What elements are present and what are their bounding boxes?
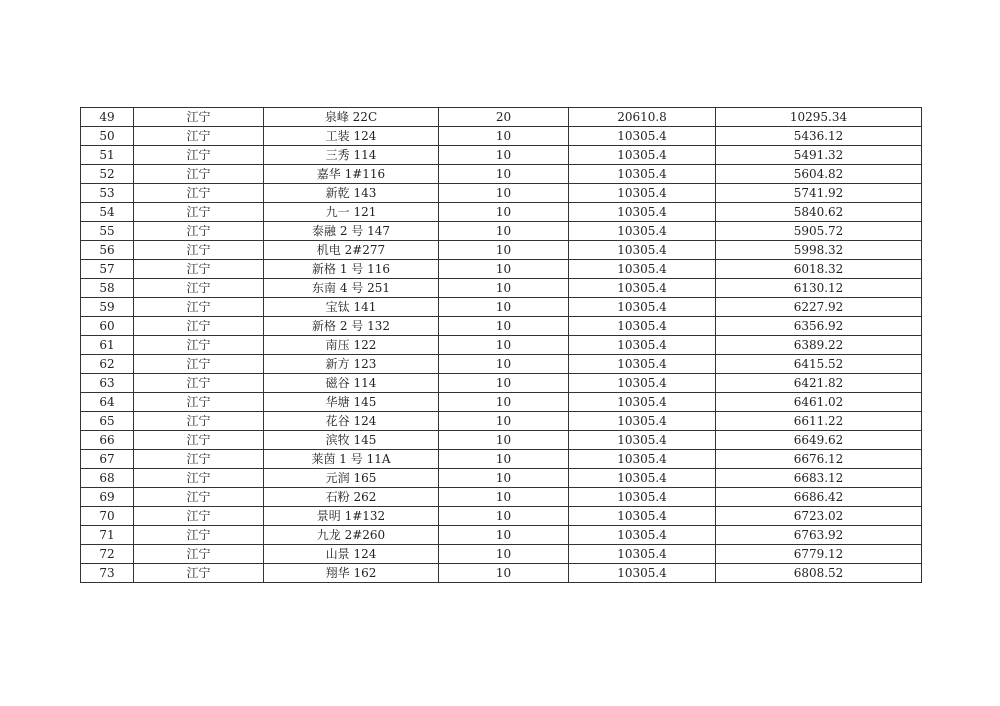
amount-cell: 10305.4 [569, 526, 716, 545]
count-cell: 10 [439, 469, 569, 488]
value-cell: 6130.12 [716, 279, 922, 298]
table-row [81, 127, 922, 146]
row-number-cell: 51 [81, 146, 134, 165]
count-cell: 10 [439, 298, 569, 317]
count-cell: 10 [439, 203, 569, 222]
table-row [81, 469, 922, 488]
row-number-cell: 70 [81, 507, 134, 526]
district-cell: 江宁 [134, 203, 264, 222]
amount-cell: 10305.4 [569, 564, 716, 583]
count-cell: 10 [439, 374, 569, 393]
table-row [81, 146, 922, 165]
station-name-cell: 磁谷 114 [264, 374, 439, 393]
district-cell: 江宁 [134, 317, 264, 336]
station-name-cell: 华塘 145 [264, 393, 439, 412]
value-cell: 10295.34 [716, 108, 922, 127]
count-cell: 10 [439, 336, 569, 355]
value-cell: 5998.32 [716, 241, 922, 260]
table-row [81, 488, 922, 507]
table-body [81, 108, 922, 583]
row-number-cell: 63 [81, 374, 134, 393]
amount-cell: 10305.4 [569, 260, 716, 279]
station-name-cell: 新乾 143 [264, 184, 439, 203]
value-cell: 6227.92 [716, 298, 922, 317]
table-row [81, 165, 922, 184]
amount-cell: 10305.4 [569, 279, 716, 298]
value-cell: 6686.42 [716, 488, 922, 507]
district-cell: 江宁 [134, 165, 264, 184]
row-number-cell: 56 [81, 241, 134, 260]
value-cell: 5905.72 [716, 222, 922, 241]
value-cell: 5741.92 [716, 184, 922, 203]
district-cell: 江宁 [134, 545, 264, 564]
station-name-cell: 九龙 2#260 [264, 526, 439, 545]
amount-cell: 10305.4 [569, 507, 716, 526]
value-cell: 6018.32 [716, 260, 922, 279]
count-cell: 20 [439, 108, 569, 127]
count-cell: 10 [439, 241, 569, 260]
row-number-cell: 62 [81, 355, 134, 374]
row-number-cell: 60 [81, 317, 134, 336]
value-cell: 5840.62 [716, 203, 922, 222]
amount-cell: 10305.4 [569, 165, 716, 184]
row-number-cell: 64 [81, 393, 134, 412]
count-cell: 10 [439, 260, 569, 279]
amount-cell: 10305.4 [569, 450, 716, 469]
count-cell: 10 [439, 488, 569, 507]
row-number-cell: 50 [81, 127, 134, 146]
count-cell: 10 [439, 393, 569, 412]
table-row [81, 222, 922, 241]
district-cell: 江宁 [134, 222, 264, 241]
count-cell: 10 [439, 545, 569, 564]
amount-cell: 10305.4 [569, 545, 716, 564]
station-name-cell: 泰融 2 号 147 [264, 222, 439, 241]
district-cell: 江宁 [134, 507, 264, 526]
count-cell: 10 [439, 222, 569, 241]
row-number-cell: 69 [81, 488, 134, 507]
table-row [81, 412, 922, 431]
district-cell: 江宁 [134, 564, 264, 583]
row-number-cell: 49 [81, 108, 134, 127]
table-row [81, 241, 922, 260]
district-cell: 江宁 [134, 184, 264, 203]
table-row [81, 393, 922, 412]
amount-cell: 10305.4 [569, 146, 716, 165]
amount-cell: 10305.4 [569, 184, 716, 203]
value-cell: 6415.52 [716, 355, 922, 374]
station-name-cell: 机电 2#277 [264, 241, 439, 260]
station-name-cell: 山景 124 [264, 545, 439, 564]
amount-cell: 10305.4 [569, 374, 716, 393]
district-cell: 江宁 [134, 355, 264, 374]
station-name-cell: 泉峰 22C [264, 108, 439, 127]
value-cell: 6421.82 [716, 374, 922, 393]
row-number-cell: 53 [81, 184, 134, 203]
value-cell: 6461.02 [716, 393, 922, 412]
row-number-cell: 68 [81, 469, 134, 488]
value-cell: 6676.12 [716, 450, 922, 469]
value-cell: 5604.82 [716, 165, 922, 184]
table-row [81, 298, 922, 317]
district-cell: 江宁 [134, 374, 264, 393]
row-number-cell: 66 [81, 431, 134, 450]
row-number-cell: 67 [81, 450, 134, 469]
amount-cell: 10305.4 [569, 469, 716, 488]
amount-cell: 10305.4 [569, 393, 716, 412]
district-cell: 江宁 [134, 146, 264, 165]
amount-cell: 10305.4 [569, 431, 716, 450]
amount-cell: 10305.4 [569, 298, 716, 317]
count-cell: 10 [439, 165, 569, 184]
district-cell: 江宁 [134, 127, 264, 146]
row-number-cell: 72 [81, 545, 134, 564]
count-cell: 10 [439, 431, 569, 450]
station-name-cell: 滨牧 145 [264, 431, 439, 450]
table-row [81, 355, 922, 374]
district-cell: 江宁 [134, 241, 264, 260]
amount-cell: 10305.4 [569, 412, 716, 431]
district-cell: 江宁 [134, 279, 264, 298]
district-cell: 江宁 [134, 412, 264, 431]
station-name-cell: 元润 165 [264, 469, 439, 488]
table-row [81, 431, 922, 450]
count-cell: 10 [439, 355, 569, 374]
row-number-cell: 55 [81, 222, 134, 241]
district-cell: 江宁 [134, 298, 264, 317]
count-cell: 10 [439, 279, 569, 298]
count-cell: 10 [439, 317, 569, 336]
station-name-cell: 莱茵 1 号 11A [264, 450, 439, 469]
amount-cell: 10305.4 [569, 203, 716, 222]
station-name-cell: 石粉 262 [264, 488, 439, 507]
row-number-cell: 57 [81, 260, 134, 279]
table-row [81, 279, 922, 298]
amount-cell: 10305.4 [569, 336, 716, 355]
station-name-cell: 翔华 162 [264, 564, 439, 583]
amount-cell: 10305.4 [569, 241, 716, 260]
amount-cell: 20610.8 [569, 108, 716, 127]
district-cell: 江宁 [134, 431, 264, 450]
value-cell: 5491.32 [716, 146, 922, 165]
count-cell: 10 [439, 507, 569, 526]
district-cell: 江宁 [134, 108, 264, 127]
amount-cell: 10305.4 [569, 127, 716, 146]
table-row [81, 184, 922, 203]
station-name-cell: 工装 124 [264, 127, 439, 146]
row-number-cell: 58 [81, 279, 134, 298]
district-cell: 江宁 [134, 260, 264, 279]
district-cell: 江宁 [134, 526, 264, 545]
table-row [81, 260, 922, 279]
table-row [81, 374, 922, 393]
district-cell: 江宁 [134, 336, 264, 355]
row-number-cell: 52 [81, 165, 134, 184]
table-row [81, 507, 922, 526]
value-cell: 6808.52 [716, 564, 922, 583]
district-cell: 江宁 [134, 450, 264, 469]
station-name-cell: 新方 123 [264, 355, 439, 374]
table-row [81, 336, 922, 355]
count-cell: 10 [439, 564, 569, 583]
data-table [80, 107, 922, 583]
value-cell: 6356.92 [716, 317, 922, 336]
district-cell: 江宁 [134, 469, 264, 488]
amount-cell: 10305.4 [569, 355, 716, 374]
station-name-cell: 九一 121 [264, 203, 439, 222]
count-cell: 10 [439, 146, 569, 165]
table-row [81, 203, 922, 222]
station-name-cell: 南压 122 [264, 336, 439, 355]
table-row [81, 317, 922, 336]
count-cell: 10 [439, 412, 569, 431]
station-name-cell: 嘉华 1#116 [264, 165, 439, 184]
station-name-cell: 三秀 114 [264, 146, 439, 165]
station-name-cell: 景明 1#132 [264, 507, 439, 526]
station-name-cell: 宝钛 141 [264, 298, 439, 317]
station-name-cell: 新格 1 号 116 [264, 260, 439, 279]
row-number-cell: 61 [81, 336, 134, 355]
station-name-cell: 东南 4 号 251 [264, 279, 439, 298]
value-cell: 6723.02 [716, 507, 922, 526]
count-cell: 10 [439, 450, 569, 469]
value-cell: 5436.12 [716, 127, 922, 146]
district-cell: 江宁 [134, 488, 264, 507]
value-cell: 6649.62 [716, 431, 922, 450]
value-cell: 6683.12 [716, 469, 922, 488]
table-row [81, 450, 922, 469]
amount-cell: 10305.4 [569, 488, 716, 507]
table-row [81, 526, 922, 545]
row-number-cell: 71 [81, 526, 134, 545]
table-row [81, 108, 922, 127]
count-cell: 10 [439, 526, 569, 545]
station-name-cell: 新格 2 号 132 [264, 317, 439, 336]
table-row [81, 545, 922, 564]
row-number-cell: 73 [81, 564, 134, 583]
station-name-cell: 花谷 124 [264, 412, 439, 431]
row-number-cell: 65 [81, 412, 134, 431]
amount-cell: 10305.4 [569, 222, 716, 241]
count-cell: 10 [439, 184, 569, 203]
value-cell: 6611.22 [716, 412, 922, 431]
district-cell: 江宁 [134, 393, 264, 412]
amount-cell: 10305.4 [569, 317, 716, 336]
row-number-cell: 54 [81, 203, 134, 222]
row-number-cell: 59 [81, 298, 134, 317]
count-cell: 10 [439, 127, 569, 146]
value-cell: 6779.12 [716, 545, 922, 564]
value-cell: 6763.92 [716, 526, 922, 545]
table-row [81, 564, 922, 583]
value-cell: 6389.22 [716, 336, 922, 355]
